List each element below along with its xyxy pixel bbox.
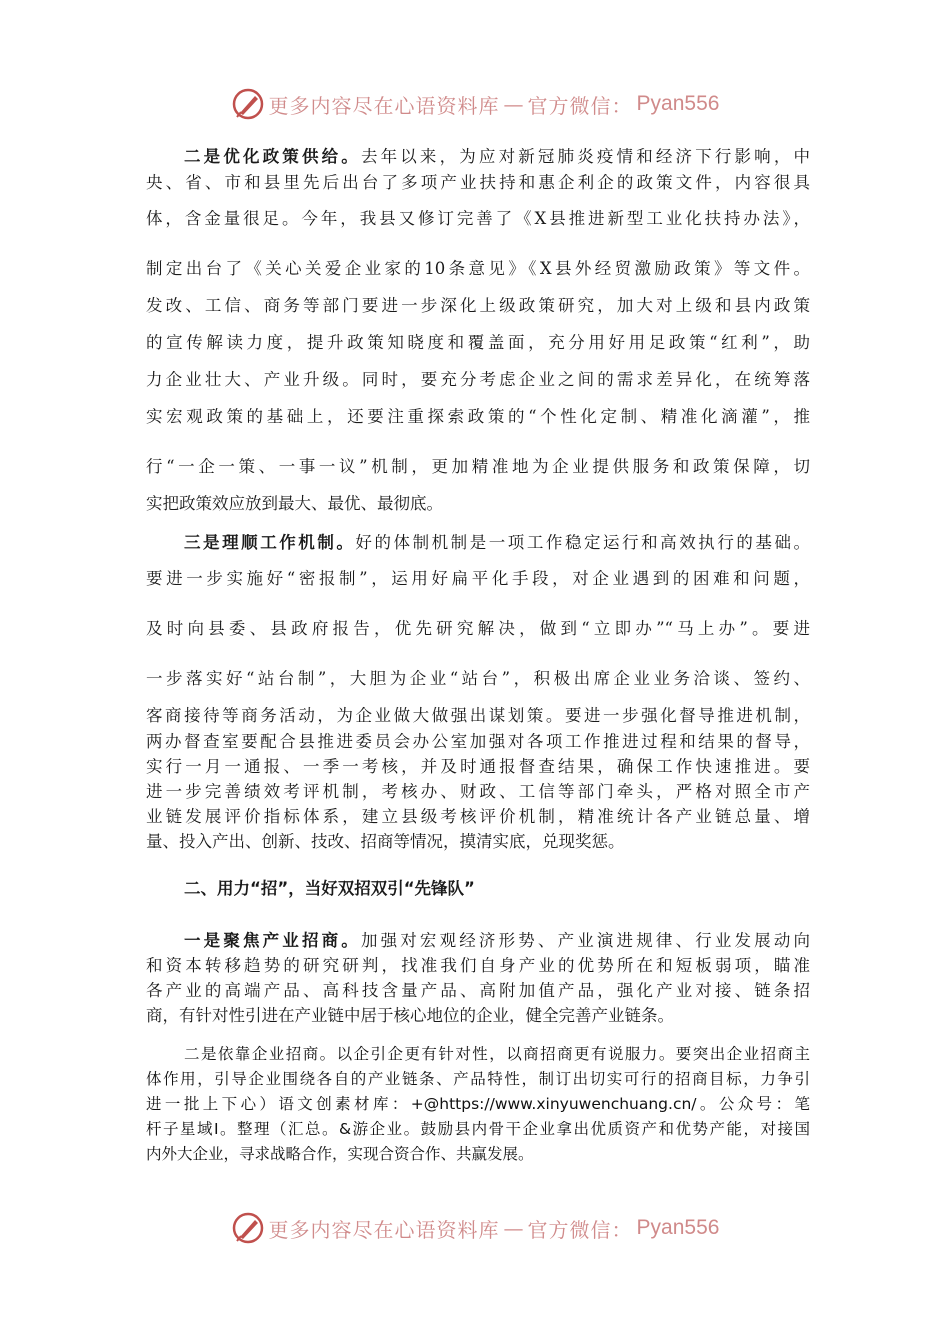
paragraph-line: 一是聚焦产业招商。加强对宏观经济形势、产业演进规律、行业发展动向 — [184, 931, 811, 950]
paragraph-line: 及时向县委、县政府报告，优先研究解决，做到“立即办”“马上办”。要进 — [146, 619, 810, 638]
paragraph-line: 实宏观政策的基础上，还要注重探索政策的“个性化定制、精准化滴灌”，推 — [146, 407, 810, 426]
paragraph-line: 杆子星域Ⅰ。整理（汇总。&游企业。鼓励县内骨干企业拿出优质资产和优势产能，对接国 — [146, 1120, 810, 1138]
banner-wechat-label: 官方微信： — [527, 1217, 633, 1242]
paragraph-line: 体，含金量很足。今年，我县又修订完善了《X县推进新型工业化扶持办法》， — [146, 209, 810, 228]
banner-text: 更多内容尽在心语资料库 — [268, 93, 500, 118]
banner-wechat-id: Pyan556 — [636, 92, 720, 115]
paragraph-line: 实把政策效应放到最大、最优、最彻底。 — [146, 494, 443, 513]
section-heading: 二、用力“招”，当好双招双引“先锋队” — [184, 879, 475, 898]
paragraph-line: 二是优化政策供给。去年以来，为应对新冠肺炎疫情和经济下行影响，中 — [184, 147, 811, 166]
paragraph-lead: 一是聚焦产业招商。 — [184, 931, 361, 950]
paragraph-lead: 二是优化政策供给。 — [184, 147, 361, 166]
paragraph-line: 二是依靠企业招商。以企引企更有针对性，以商招商更有说服力。要突出企业招商主 — [184, 1045, 810, 1063]
paragraph-line: 央、省、市和县里先后出台了多项产业扶持和惠企利企的政策文件，内容很具 — [146, 173, 810, 192]
paragraph-line: 和资本转移趋势的研究研判，找准我们自身产业的优势所在和短板弱项，瞄准 — [146, 956, 810, 975]
paragraph-line: 发改、工信、商务等部门要进一步深化上级政策研究，加大对上级和县内政策 — [146, 296, 810, 315]
paragraph-line: 实行一月一通报、一季一考核，并及时通报督查结果，确保工作快速推进。要 — [146, 757, 810, 776]
banner-wechat-label: 官方微信： — [527, 93, 633, 118]
banner-text: 更多内容尽在心语资料库 — [268, 1217, 500, 1242]
paragraph-line: 力企业壮大、产业升级。同时，要充分考虑企业之间的需求差异化，在统筹落 — [146, 370, 810, 389]
banner-separator: — — [503, 92, 524, 116]
paragraph-line: 商，有针对性引进在产业链中居于核心地位的企业，健全完善产业链条。 — [146, 1006, 674, 1025]
paragraph-line: 行“一企一策、一事一议”机制，更加精准地为企业提供服务和政策保障，切 — [146, 457, 810, 476]
header-banner — [0, 84, 950, 124]
paragraph-line: 业链发展评价指标体系，建立县级考核评价机制，精准统计各产业链总量、增 — [146, 807, 810, 826]
paragraph-line: 制定出台了《关心关爱企业家的10条意见》《X县外经贸激励政策》等文件。 — [146, 259, 810, 278]
paragraph-line: 体作用，引导企业围绕各自的产业链条、产品特性，制订出切实可行的招商目标，力争引 — [146, 1070, 810, 1088]
paragraph-line: 内外大企业，寻求战略合作，实现合资合作、共赢发展。 — [146, 1145, 534, 1163]
paragraph-line: 要进一步实施好“密报制”，运用好扁平化手段，对企业遇到的困难和问题， — [146, 569, 810, 588]
pen-logo-icon — [231, 87, 265, 121]
paragraph-line: 量、投入产出、创新、技改、招商等情况，摸清实底，兑现奖惩。 — [146, 832, 625, 851]
paragraph-line: 进一步完善绩效考评机制，考核办、财政、工信等部门牵头，严格对照全市产 — [146, 782, 810, 801]
banner-wechat-id: Pyan556 — [636, 1216, 720, 1239]
paragraph-line: 一步落实好“站台制”，大胆为企业“站台”，积极出席企业业务洽谈、签约、 — [146, 669, 810, 688]
paragraph-line: 各产业的高端产品、高科技含量产品、高附加值产品，强化产业对接、链条招 — [146, 981, 810, 1000]
paragraph-lead: 三是理顺工作机制。 — [184, 533, 356, 552]
paragraph-line: 客商接待等商务活动，为企业做大做强出谋划策。要进一步强化督导推进机制， — [146, 706, 810, 725]
paragraph-line: 进一批上下心）语文创素材库：+@https://www.xinyuwenchuang.cn/。公众号：笔 — [146, 1095, 810, 1113]
paragraph-line: 三是理顺工作机制。好的体制机制是一项工作稳定运行和高效执行的基础。 — [184, 533, 810, 552]
footer-banner — [0, 1208, 950, 1248]
paragraph-line: 的宣传解读力度，提升政策知晓度和覆盖面，充分用好用足政策“红利”，助 — [146, 333, 810, 352]
paragraph-line: 两办督查室要配合县推进委员会办公室加强对各项工作推进过程和结果的督导， — [146, 732, 810, 751]
banner-separator: — — [503, 1216, 524, 1240]
pen-logo-icon — [231, 1211, 265, 1245]
